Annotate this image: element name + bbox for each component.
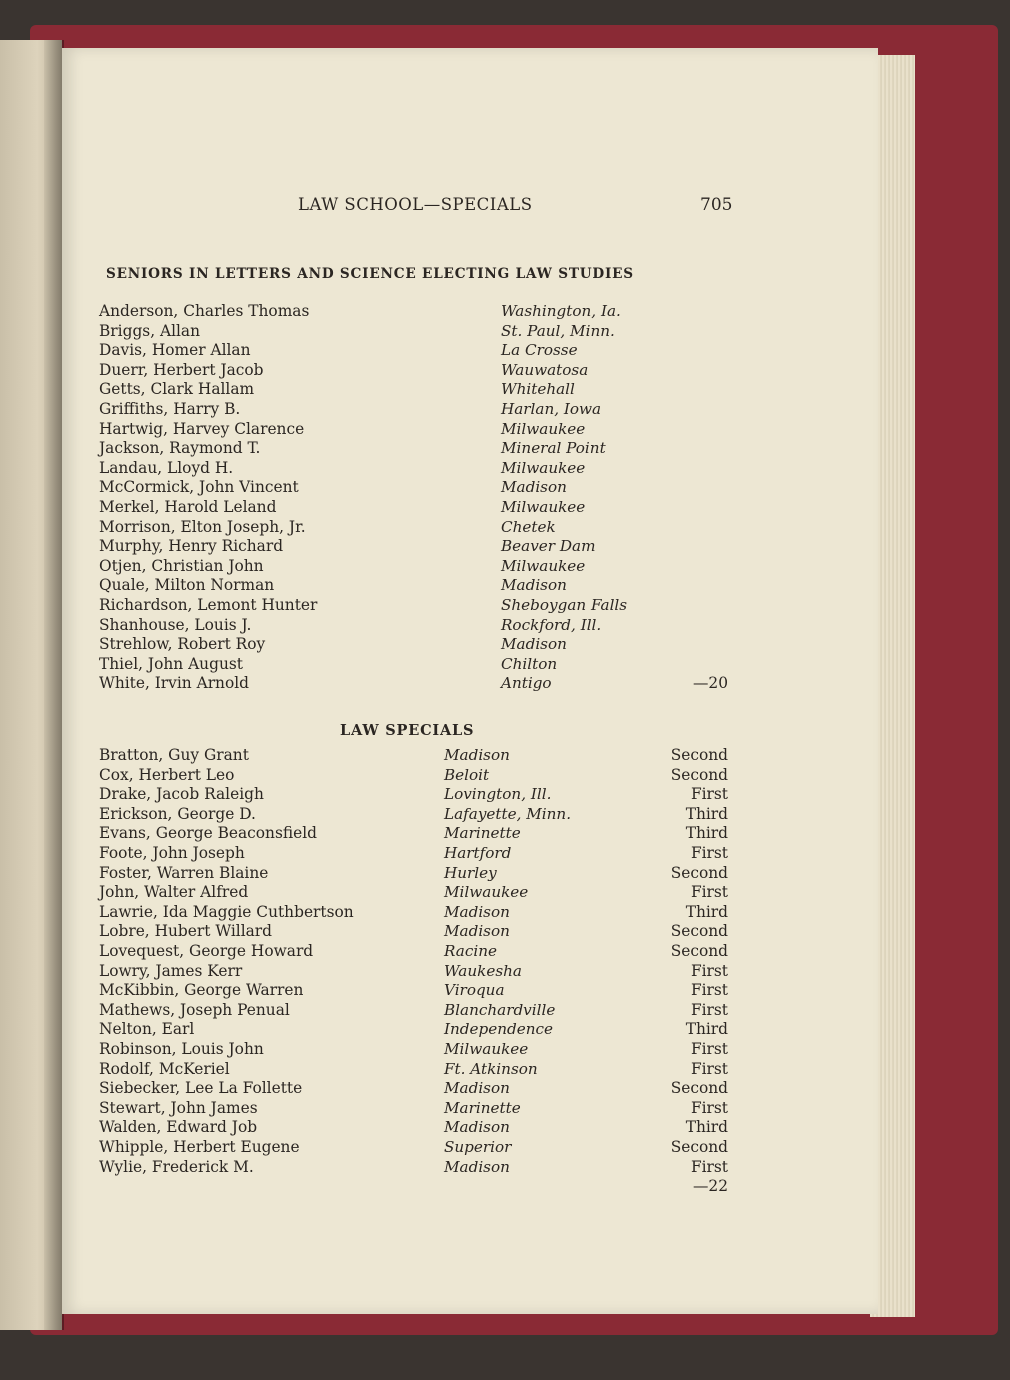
list-item xyxy=(0,746,1010,766)
seniors-heading: SENIORS IN LETTERS AND SCIENCE ELECTING LAW STUDIES xyxy=(106,266,634,282)
list-item xyxy=(0,1040,1010,1060)
year-of-study: Second xyxy=(670,746,728,764)
student-name: Briggs, Allan xyxy=(99,321,201,340)
hometown: Madison xyxy=(444,1079,510,1098)
student-name: Bratton, Guy Grant xyxy=(99,746,249,764)
hometown: Madison xyxy=(444,746,510,764)
student-name: Drake, Jacob Raleigh xyxy=(99,785,264,804)
list-item xyxy=(0,439,1010,459)
list-item xyxy=(0,1099,1010,1119)
hometown: Rockford, Ill. xyxy=(501,615,602,634)
hometown: Racine xyxy=(444,942,497,960)
list-item xyxy=(0,922,1010,942)
specials-total: —22 xyxy=(693,1177,728,1196)
hometown: Lafayette, Minn. xyxy=(444,804,572,823)
hometown: Independence xyxy=(444,1020,553,1039)
student-name: Foote, John Joseph xyxy=(99,844,245,862)
student-name: Richardson, Lemont Hunter xyxy=(99,596,318,614)
year-of-study: First xyxy=(690,1040,728,1058)
year-of-study: First xyxy=(690,1098,728,1117)
list-item xyxy=(0,576,1010,596)
student-name: Hartwig, Harvey Clarence xyxy=(99,419,305,438)
hometown: Madison xyxy=(501,635,567,654)
student-name: Merkel, Harold Leland xyxy=(99,498,277,516)
list-item xyxy=(0,1001,1010,1021)
hometown: Waukesha xyxy=(444,961,522,980)
hometown: Milwaukee xyxy=(501,556,586,575)
hometown: St. Paul, Minn. xyxy=(501,321,615,340)
student-name: Mathews, Joseph Penual xyxy=(99,1000,290,1019)
list-item xyxy=(0,557,1010,577)
list-item xyxy=(0,864,1010,884)
hometown: Chilton xyxy=(501,654,558,673)
page-number: 705 xyxy=(700,195,733,215)
hometown: Madison xyxy=(444,922,510,941)
student-name: Duerr, Herbert Jacob xyxy=(99,360,264,379)
year-of-study: First xyxy=(690,1157,728,1176)
list-item xyxy=(0,380,1010,400)
year-of-study: Third xyxy=(685,902,728,921)
hometown: Washington, Ia. xyxy=(501,302,621,320)
list-item xyxy=(0,1138,1010,1158)
year-of-study: Second xyxy=(670,765,728,784)
student-name: Landau, Lloyd H. xyxy=(99,458,234,477)
hometown: Madison xyxy=(501,478,567,497)
year-of-study: First xyxy=(690,981,728,1000)
student-name: Wylie, Frederick M. xyxy=(99,1157,254,1176)
seniors-total: —20 xyxy=(693,674,728,693)
year-of-study: Second xyxy=(670,922,728,941)
list-item xyxy=(0,400,1010,420)
student-name: McKibbin, George Warren xyxy=(99,981,304,1000)
year-of-study: First xyxy=(690,961,728,980)
student-name: Robinson, Louis John xyxy=(99,1040,264,1058)
year-of-study: Second xyxy=(670,942,728,960)
hometown: Milwaukee xyxy=(501,419,586,438)
list-item xyxy=(0,341,1010,361)
hometown: Madison xyxy=(444,902,510,921)
student-name: Davis, Homer Allan xyxy=(99,341,251,360)
year-of-study: First xyxy=(690,883,728,902)
list-item xyxy=(0,1079,1010,1099)
hometown: Madison xyxy=(444,1157,510,1176)
year-of-study: First xyxy=(690,844,728,862)
student-name: Lawrie, Ida Maggie Cuthbertson xyxy=(99,902,354,921)
student-name: Lowry, James Kerr xyxy=(99,961,243,980)
student-name: Anderson, Charles Thomas xyxy=(99,302,310,320)
student-name: Murphy, Henry Richard xyxy=(99,537,284,556)
year-of-study: Third xyxy=(685,824,728,843)
list-item xyxy=(0,1118,1010,1138)
student-name: Griffiths, Harry B. xyxy=(99,400,241,418)
hometown: Antigo xyxy=(501,674,552,693)
hometown: Hurley xyxy=(444,863,497,882)
hometown: Marinette xyxy=(444,1098,521,1117)
student-name: Cox, Herbert Leo xyxy=(99,765,235,784)
student-name: Stewart, John James xyxy=(99,1098,258,1117)
hometown: Marinette xyxy=(444,824,521,843)
student-name: Erickson, George D. xyxy=(99,804,256,823)
hometown: Milwaukee xyxy=(444,883,529,902)
list-item xyxy=(0,518,1010,538)
student-name: Jackson, Raymond T. xyxy=(99,439,261,458)
student-name: Morrison, Elton Joseph, Jr. xyxy=(99,517,306,536)
list-item xyxy=(0,420,1010,440)
list-item xyxy=(0,459,1010,479)
student-name: Siebecker, Lee La Follette xyxy=(99,1079,303,1098)
year-of-study: First xyxy=(690,785,728,804)
list-item xyxy=(0,1060,1010,1080)
student-name: Evans, George Beaconsfield xyxy=(99,824,318,843)
year-of-study: First xyxy=(690,1000,728,1019)
list-item xyxy=(0,785,1010,805)
student-name: Whipple, Herbert Eugene xyxy=(99,1138,300,1156)
hometown: Superior xyxy=(444,1138,512,1156)
list-item xyxy=(0,942,1010,962)
year-of-study: Third xyxy=(685,1020,728,1039)
year-of-study: Second xyxy=(670,1138,728,1156)
list-item xyxy=(0,596,1010,616)
list-item xyxy=(0,635,1010,655)
student-name: Otjen, Christian John xyxy=(99,556,264,575)
hometown: Harlan, Iowa xyxy=(501,400,602,418)
hometown: Whitehall xyxy=(501,380,575,399)
hometown: Beaver Dam xyxy=(501,537,596,556)
list-item xyxy=(0,616,1010,636)
list-item xyxy=(0,844,1010,864)
year-of-study: Third xyxy=(685,804,728,823)
list-item xyxy=(0,981,1010,1001)
student-name: Thiel, John August xyxy=(99,654,243,673)
hometown: Lovington, Ill. xyxy=(444,785,552,804)
list-item xyxy=(0,674,1010,694)
list-item xyxy=(0,537,1010,557)
list-item xyxy=(0,962,1010,982)
student-name: Lobre, Hubert Willard xyxy=(99,922,273,941)
student-name: Lovequest, George Howard xyxy=(99,942,314,960)
list-item xyxy=(0,824,1010,844)
student-name: Walden, Edward Job xyxy=(99,1118,258,1137)
hometown: La Crosse xyxy=(501,341,578,360)
year-of-study: First xyxy=(690,1059,728,1078)
running-head: LAW SCHOOL—SPECIALS xyxy=(298,195,533,214)
student-name: McCormick, John Vincent xyxy=(99,478,299,497)
list-item xyxy=(0,655,1010,675)
student-name: White, Irvin Arnold xyxy=(99,674,250,693)
list-item xyxy=(0,1158,1010,1178)
specials-heading: LAW SPECIALS xyxy=(340,722,475,739)
year-of-study: Second xyxy=(670,1079,728,1098)
list-item xyxy=(0,883,1010,903)
list-item xyxy=(0,903,1010,923)
hometown: Chetek xyxy=(501,517,556,536)
student-name: Shanhouse, Louis J. xyxy=(99,615,252,634)
list-item xyxy=(0,322,1010,342)
hometown: Milwaukee xyxy=(501,458,586,477)
student-name: Rodolf, McKeriel xyxy=(99,1059,230,1078)
student-name: Nelton, Earl xyxy=(99,1020,195,1039)
hometown: Blanchardville xyxy=(444,1000,556,1019)
list-item xyxy=(0,361,1010,381)
list-item xyxy=(0,498,1010,518)
hometown: Milwaukee xyxy=(444,1040,529,1058)
hometown: Madison xyxy=(501,576,567,595)
list-item xyxy=(0,478,1010,498)
list-item xyxy=(0,302,1010,322)
hometown: Hartford xyxy=(444,844,512,862)
year-of-study: Third xyxy=(685,1118,728,1137)
hometown: Wauwatosa xyxy=(501,360,589,379)
hometown: Beloit xyxy=(444,765,490,784)
hometown: Sheboygan Falls xyxy=(501,596,628,614)
student-name: Strehlow, Robert Roy xyxy=(99,635,266,654)
list-item xyxy=(0,766,1010,786)
student-name: Getts, Clark Hallam xyxy=(99,380,255,399)
hometown: Ft. Atkinson xyxy=(444,1059,538,1078)
student-name: Foster, Warren Blaine xyxy=(99,863,269,882)
list-item xyxy=(0,805,1010,825)
list-item xyxy=(0,1020,1010,1040)
hometown: Madison xyxy=(444,1118,510,1137)
student-name: Quale, Milton Norman xyxy=(99,576,275,595)
hometown: Milwaukee xyxy=(501,498,586,516)
student-name: John, Walter Alfred xyxy=(99,883,249,902)
year-of-study: Second xyxy=(670,863,728,882)
hometown: Mineral Point xyxy=(501,439,606,458)
hometown: Viroqua xyxy=(444,981,505,1000)
